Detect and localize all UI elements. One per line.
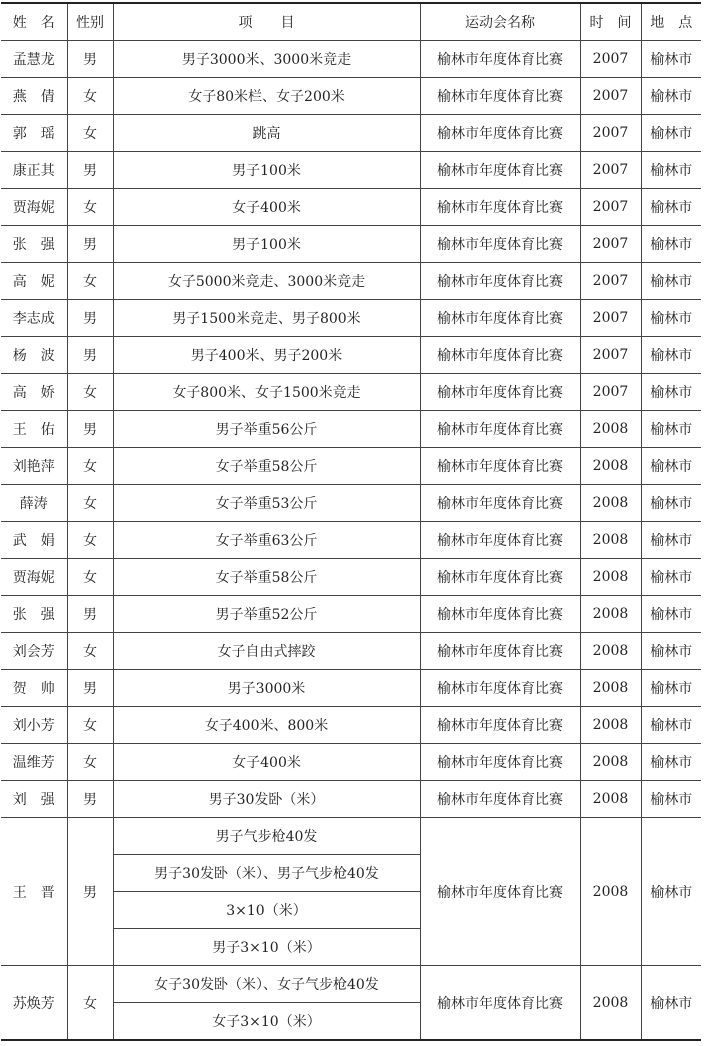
cell-meet: 榆林市年度体育比赛 <box>420 115 580 152</box>
cell-place: 榆林市 <box>641 300 701 337</box>
cell-meet: 榆林市年度体育比赛 <box>420 781 580 818</box>
cell-event: 男子举重52公斤 <box>113 596 420 633</box>
table-row <box>1 448 701 485</box>
cell-gender: 女 <box>67 559 113 596</box>
cell-name: 王 佑 <box>1 411 67 448</box>
table-row <box>1 485 701 522</box>
cell-place: 榆林市 <box>641 485 701 522</box>
cell-event: 男子举重56公斤 <box>113 411 420 448</box>
cell-name: 燕 倩 <box>1 78 67 115</box>
cell-gender: 男 <box>67 226 113 263</box>
header-meet: 运动会名称 <box>420 3 580 41</box>
table-row <box>1 300 701 337</box>
table-row <box>1 559 701 596</box>
cell-name: 刘 强 <box>1 781 67 818</box>
cell-event: 跳高 <box>113 115 420 152</box>
table-row <box>1 189 701 226</box>
athlete-table <box>1 2 701 1041</box>
cell-name: 孟慧龙 <box>1 41 67 78</box>
header-event: 项 目 <box>113 3 420 41</box>
cell-event: 男子100米 <box>113 226 420 263</box>
cell-year: 2007 <box>580 41 641 78</box>
cell-event: 男子3×10（米） <box>113 929 420 966</box>
cell-gender: 男 <box>67 41 113 78</box>
cell-name: 康正其 <box>1 152 67 189</box>
table-row <box>1 263 701 300</box>
header-row <box>1 3 701 41</box>
cell-meet: 榆林市年度体育比赛 <box>420 818 580 966</box>
cell-meet: 榆林市年度体育比赛 <box>420 485 580 522</box>
table-row <box>1 633 701 670</box>
cell-event: 男子30发卧（米）、男子气步枪40发 <box>113 855 420 892</box>
cell-gender: 女 <box>67 744 113 781</box>
cell-year: 2008 <box>580 744 641 781</box>
cell-meet: 榆林市年度体育比赛 <box>420 707 580 744</box>
cell-name: 张 强 <box>1 596 67 633</box>
cell-place: 榆林市 <box>641 448 701 485</box>
cell-name: 高 娇 <box>1 374 67 411</box>
cell-year: 2007 <box>580 300 641 337</box>
cell-year: 2008 <box>580 670 641 707</box>
table-row <box>1 781 701 818</box>
cell-event: 女子800米、女子1500米竞走 <box>113 374 420 411</box>
cell-year: 2008 <box>580 411 641 448</box>
cell-place: 榆林市 <box>641 966 701 1041</box>
cell-meet: 榆林市年度体育比赛 <box>420 152 580 189</box>
cell-event: 女子3×10（米） <box>113 1003 420 1041</box>
cell-meet: 榆林市年度体育比赛 <box>420 633 580 670</box>
cell-name: 武 娟 <box>1 522 67 559</box>
cell-name: 杨 波 <box>1 337 67 374</box>
cell-gender: 女 <box>67 522 113 559</box>
cell-gender: 女 <box>67 189 113 226</box>
cell-event: 女子举重53公斤 <box>113 485 420 522</box>
cell-event: 女子400米、800米 <box>113 707 420 744</box>
table-row <box>1 670 701 707</box>
table-row <box>1 226 701 263</box>
cell-gender: 女 <box>67 78 113 115</box>
cell-gender: 男 <box>67 781 113 818</box>
cell-place: 榆林市 <box>641 374 701 411</box>
cell-name: 刘小芳 <box>1 707 67 744</box>
cell-meet: 榆林市年度体育比赛 <box>420 189 580 226</box>
cell-year: 2008 <box>580 707 641 744</box>
cell-year: 2007 <box>580 78 641 115</box>
table-row <box>1 707 701 744</box>
table-row <box>1 522 701 559</box>
cell-event: 3×10（米） <box>113 892 420 929</box>
cell-gender: 男 <box>67 596 113 633</box>
cell-place: 榆林市 <box>641 559 701 596</box>
cell-gender: 女 <box>67 633 113 670</box>
table-row <box>1 596 701 633</box>
cell-gender: 女 <box>67 374 113 411</box>
cell-name: 温维芳 <box>1 744 67 781</box>
cell-year: 2007 <box>580 152 641 189</box>
cell-gender: 男 <box>67 411 113 448</box>
cell-year: 2008 <box>580 448 641 485</box>
table-row <box>1 411 701 448</box>
cell-meet: 榆林市年度体育比赛 <box>420 300 580 337</box>
cell-year: 2007 <box>580 115 641 152</box>
cell-gender: 女 <box>67 707 113 744</box>
cell-event: 女子举重58公斤 <box>113 448 420 485</box>
cell-place: 榆林市 <box>641 41 701 78</box>
cell-name: 刘艳萍 <box>1 448 67 485</box>
table-row <box>1 41 701 78</box>
cell-name: 苏焕芳 <box>1 966 67 1041</box>
cell-meet: 榆林市年度体育比赛 <box>420 226 580 263</box>
cell-gender: 男 <box>67 337 113 374</box>
cell-year: 2008 <box>580 596 641 633</box>
table-row <box>1 374 701 411</box>
table-row <box>1 78 701 115</box>
cell-meet: 榆林市年度体育比赛 <box>420 522 580 559</box>
table-row <box>1 818 701 855</box>
cell-place: 榆林市 <box>641 744 701 781</box>
cell-name: 张 强 <box>1 226 67 263</box>
cell-meet: 榆林市年度体育比赛 <box>420 337 580 374</box>
cell-gender: 男 <box>67 152 113 189</box>
cell-event: 女子举重63公斤 <box>113 522 420 559</box>
cell-gender: 女 <box>67 485 113 522</box>
cell-place: 榆林市 <box>641 263 701 300</box>
cell-name: 李志成 <box>1 300 67 337</box>
cell-place: 榆林市 <box>641 115 701 152</box>
cell-gender: 男 <box>67 670 113 707</box>
cell-name: 王 晋 <box>1 818 67 966</box>
cell-gender: 女 <box>67 263 113 300</box>
cell-meet: 榆林市年度体育比赛 <box>420 966 580 1041</box>
cell-year: 2008 <box>580 522 641 559</box>
cell-meet: 榆林市年度体育比赛 <box>420 263 580 300</box>
cell-place: 榆林市 <box>641 337 701 374</box>
cell-event: 男子3000米、3000米竞走 <box>113 41 420 78</box>
cell-meet: 榆林市年度体育比赛 <box>420 448 580 485</box>
cell-place: 榆林市 <box>641 670 701 707</box>
cell-gender: 男 <box>67 818 113 966</box>
cell-place: 榆林市 <box>641 226 701 263</box>
cell-year: 2008 <box>580 633 641 670</box>
cell-meet: 榆林市年度体育比赛 <box>420 411 580 448</box>
table-row <box>1 744 701 781</box>
cell-place: 榆林市 <box>641 818 701 966</box>
cell-event: 男子30发卧（米） <box>113 781 420 818</box>
cell-event: 男子气步枪40发 <box>113 818 420 855</box>
cell-gender: 男 <box>67 300 113 337</box>
table-body <box>1 41 701 1041</box>
cell-name: 高 妮 <box>1 263 67 300</box>
cell-meet: 榆林市年度体育比赛 <box>420 559 580 596</box>
cell-place: 榆林市 <box>641 189 701 226</box>
cell-meet: 榆林市年度体育比赛 <box>420 41 580 78</box>
cell-year: 2008 <box>580 818 641 966</box>
cell-event: 男子3000米 <box>113 670 420 707</box>
cell-year: 2008 <box>580 966 641 1041</box>
cell-gender: 女 <box>67 115 113 152</box>
cell-year: 2008 <box>580 485 641 522</box>
cell-event: 男子1500米竞走、男子800米 <box>113 300 420 337</box>
cell-event: 女子400米 <box>113 189 420 226</box>
cell-year: 2007 <box>580 337 641 374</box>
cell-place: 榆林市 <box>641 522 701 559</box>
cell-event: 女子举重58公斤 <box>113 559 420 596</box>
cell-gender: 女 <box>67 448 113 485</box>
header-year: 时 间 <box>580 3 641 41</box>
cell-year: 2008 <box>580 559 641 596</box>
cell-event: 男子100米 <box>113 152 420 189</box>
cell-year: 2007 <box>580 263 641 300</box>
cell-meet: 榆林市年度体育比赛 <box>420 670 580 707</box>
cell-event: 男子400米、男子200米 <box>113 337 420 374</box>
cell-meet: 榆林市年度体育比赛 <box>420 374 580 411</box>
cell-event: 女子30发卧（米）、女子气步枪40发 <box>113 966 420 1003</box>
cell-event: 女子自由式摔跤 <box>113 633 420 670</box>
cell-year: 2007 <box>580 189 641 226</box>
cell-place: 榆林市 <box>641 707 701 744</box>
header-gender: 性别 <box>67 3 113 41</box>
cell-event: 女子80米栏、女子200米 <box>113 78 420 115</box>
cell-meet: 榆林市年度体育比赛 <box>420 744 580 781</box>
table-row <box>1 152 701 189</box>
cell-year: 2007 <box>580 226 641 263</box>
cell-place: 榆林市 <box>641 596 701 633</box>
cell-year: 2007 <box>580 374 641 411</box>
cell-place: 榆林市 <box>641 152 701 189</box>
header-name: 姓 名 <box>1 3 67 41</box>
table-row <box>1 966 701 1003</box>
cell-meet: 榆林市年度体育比赛 <box>420 596 580 633</box>
table-row <box>1 337 701 374</box>
cell-meet: 榆林市年度体育比赛 <box>420 78 580 115</box>
cell-place: 榆林市 <box>641 781 701 818</box>
cell-name: 贺 帅 <box>1 670 67 707</box>
cell-name: 贾海妮 <box>1 189 67 226</box>
cell-name: 薛涛 <box>1 485 67 522</box>
cell-place: 榆林市 <box>641 411 701 448</box>
cell-gender: 女 <box>67 966 113 1041</box>
cell-place: 榆林市 <box>641 633 701 670</box>
header-place: 地 点 <box>641 3 701 41</box>
cell-event: 女子5000米竞走、3000米竞走 <box>113 263 420 300</box>
table-row <box>1 115 701 152</box>
cell-year: 2008 <box>580 781 641 818</box>
cell-name: 郭 瑶 <box>1 115 67 152</box>
cell-place: 榆林市 <box>641 78 701 115</box>
cell-event: 女子400米 <box>113 744 420 781</box>
cell-name: 刘会芳 <box>1 633 67 670</box>
cell-name: 贾海妮 <box>1 559 67 596</box>
